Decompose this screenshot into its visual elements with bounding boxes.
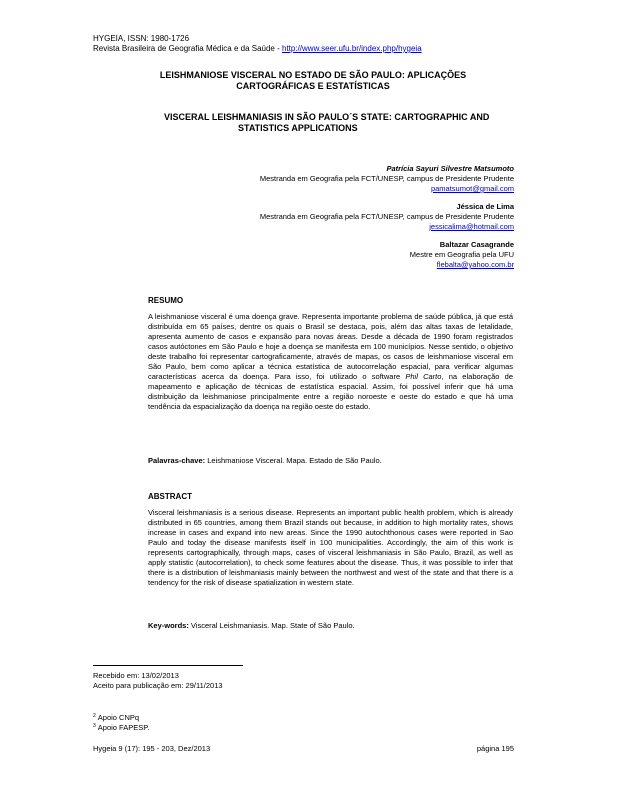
author-block xyxy=(154,164,514,194)
footer-citation: Hygeia 9 (17): 195 - 203, Dez/2013 xyxy=(93,744,211,753)
journal-name: Revista Brasileira de Geografia Médica e da Saúde - xyxy=(93,44,282,53)
title-en-line1: VISCERAL LEISHMANIASIS IN SÃO PAULO´S STATE: CARTOGRAPHIC AND xyxy=(164,112,490,122)
footnote-divider xyxy=(93,665,243,666)
keywords-text: Visceral Leishmaniasis. Map. State of São Paulo. xyxy=(188,621,355,630)
footnote xyxy=(93,721,149,733)
page-number: página 195 xyxy=(476,744,514,753)
resumo-text xyxy=(148,312,513,412)
author-name: Baltazar Casagrande xyxy=(439,240,514,249)
author-email-link[interactable]: flebalta@yahoo.com.br xyxy=(436,260,514,269)
resumo-keywords xyxy=(148,456,513,466)
footnote-mark: 3 xyxy=(93,723,96,729)
abstract-keywords xyxy=(148,621,513,631)
footnote-mark: 2 xyxy=(93,713,96,719)
author-email-link[interactable]: pamatsumot@gmail.com xyxy=(430,184,514,193)
software-name: Phil Carto xyxy=(405,372,442,381)
resumo-text-part1: A leishmaniose visceral é uma doença grave. Representa importante problema de saúde pública, já que está distribuída em 65 países, dentre os quais o Brasil se destaca, pois, além das altas taxas de letalidade, apresenta aumento de casos e expansão para novas áreas. Desde a década de 1990 foram registrados casos autóctones em São Paulo e hoje a doença se manifesta em 100 municípios. Nesse sentido, o objetivo deste trabalho foi representar cartograficamente, através de mapas, os casos de leishmaniose visceral em São Paulo, bem como aplicar a técnica estatística de autocorrelação espacial, para verificar algumas características acerca da doença. Para isso, foi utilizado o software xyxy=(148,312,513,381)
journal-url-link[interactable]: http://www.seer.ufu.br/index.php/hygeia xyxy=(282,44,422,53)
accepted-date: Aceito para publicação em: 29/11/2013 xyxy=(93,681,223,690)
keywords-label: Palavras-chave: xyxy=(148,456,206,465)
author-affiliation: Mestre em Geografia pela UFU xyxy=(409,250,514,259)
title-english xyxy=(164,112,504,134)
resumo-text-part2: , na elaboração de mapeamento e aplicação de técnicas de estatística espacial. Assim, foi possível inferir que há uma distribuição da leishmaniose principalmente entre a região noroeste e oeste do estado e que há uma tendência da espacialização da doença na região oeste do estado. xyxy=(148,372,513,411)
author-name: Patrícia Sayuri Silvestre Matsumoto xyxy=(386,164,514,173)
author-affiliation: Mestranda em Geografia pela FCT/UNESP, campus de Presidente Prudente xyxy=(259,174,514,183)
journal-header-line2 xyxy=(93,44,422,54)
author-list xyxy=(154,164,514,270)
keywords-text: Leishmaniose Visceral. Mapa. Estado de São Paulo. xyxy=(205,456,382,465)
title-pt-line2: CARTOGRÁFICAS E ESTATÍSTICAS xyxy=(236,81,390,91)
title-pt-line1: LEISHMANIOSE VISCERAL NO ESTADO DE SÃO PAULO: APLICAÇÕES xyxy=(159,70,467,80)
author-email-link[interactable]: jessicalima@hotmail.com xyxy=(429,222,514,231)
journal-header-line1: HYGEIA, ISSN: 1980-1726 xyxy=(93,34,190,43)
abstract-text: Visceral leishmaniasis is a serious disease. Represents an important public health problem, which is already distributed in 65 countries, among them Brazil stands out because, in addition to high mortality rates, shows increase in cases and expand into new areas. Since the 1990 autochthonous cases were reported in Sao Paulo and today the disease manifests itself in 100 municipalities. Accordingly, the aim of this work is represents cartographically, through maps, cases of visceral leishmaniasis in São Paulo, Brazil, as well as apply statistic (autocorrelation), to check some features about the disease. Thus, it was possible to infer that there is a distribution of leishmaniasis mainly between the northwest and west of the state and that there is a tendency for the risk of disease spatialization in western state. xyxy=(148,508,513,587)
author-affiliation: Mestranda em Geografia pela FCT/UNESP, campus de Presidente Prudente xyxy=(259,212,514,221)
received-date: Recebido em: 13/02/2013 xyxy=(93,671,179,680)
title-portuguese xyxy=(148,70,478,92)
author-name: Jéssica de Lima xyxy=(456,202,514,211)
title-en-line2: STATISTICS APPLICATIONS xyxy=(238,123,358,133)
author-block xyxy=(154,240,514,270)
abstract-heading: ABSTRACT xyxy=(148,492,192,501)
author-block xyxy=(154,202,514,232)
footnote-text: Apoio CNPq xyxy=(97,713,140,722)
resumo-heading: RESUMO xyxy=(148,296,184,305)
footnote-text: Apoio FAPESP. xyxy=(97,723,150,732)
keywords-label: Key-words: xyxy=(148,621,189,630)
